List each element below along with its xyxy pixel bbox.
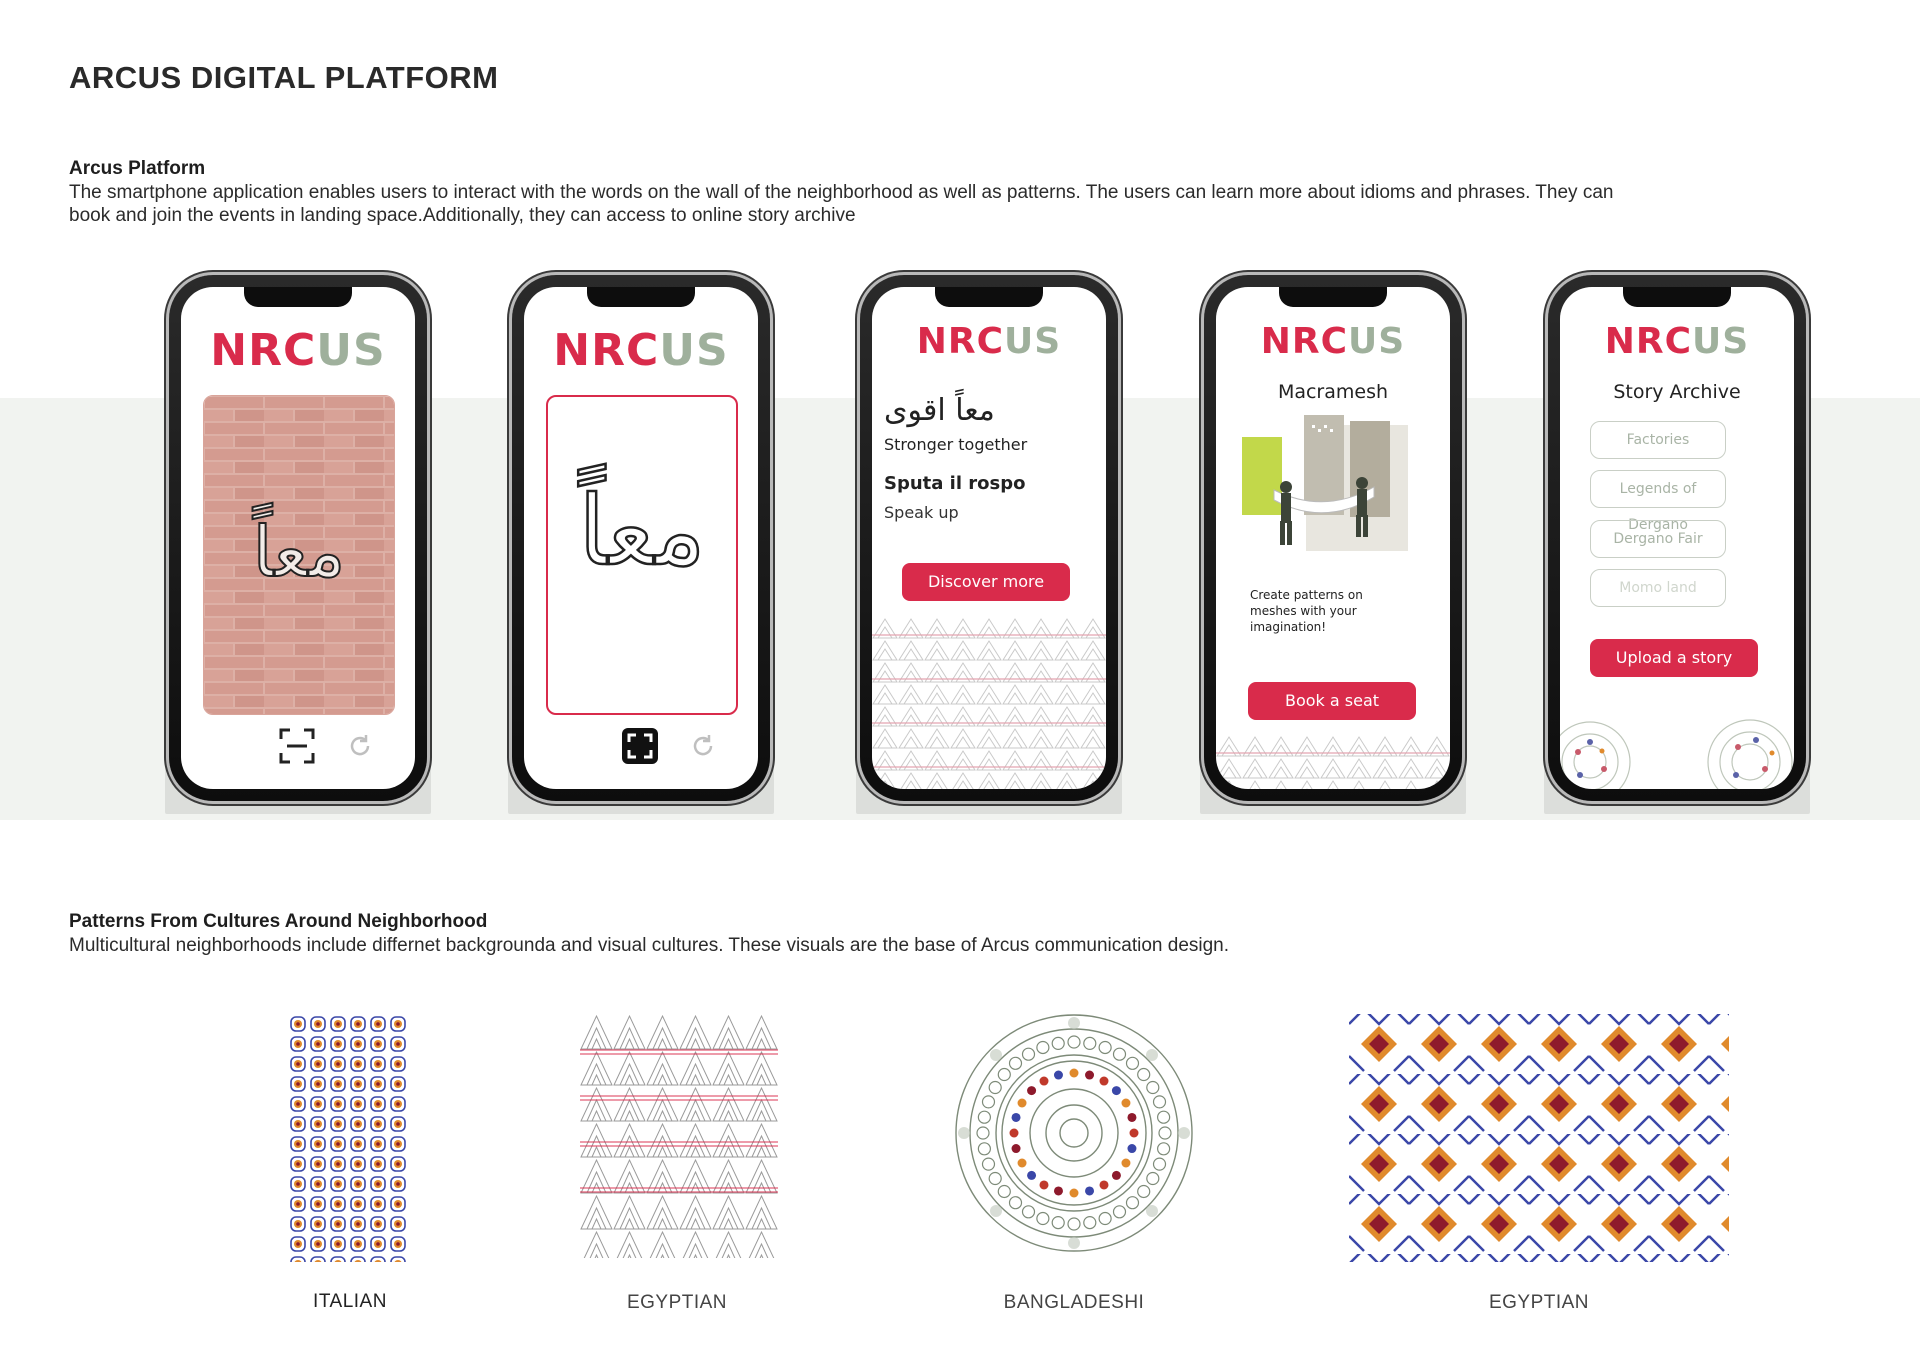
platform-heading: Arcus Platform [69, 158, 206, 179]
archive-item-legends[interactable]: Legends of Dergano [1590, 470, 1726, 508]
arcus-logo: NRCUS [1260, 321, 1406, 362]
archive-title: Story Archive [1613, 381, 1741, 403]
phone-story-archive [1548, 275, 1806, 801]
phone-macramesh [1204, 275, 1462, 801]
scan-icon[interactable] [622, 728, 658, 764]
macramesh-illustration [1234, 415, 1414, 565]
italian-phrase: Sputa il rospo [884, 473, 1026, 494]
bangladeshi-pattern-footer [1560, 707, 1794, 789]
archive-item-factories[interactable]: Factories [1590, 421, 1726, 459]
scan-frame[interactable] [546, 395, 738, 715]
scan-icon[interactable] [279, 728, 315, 764]
phone-notch [587, 287, 695, 307]
patterns-description: Multicultural neighborhoods include differnet backgrounda and visual cultures. These visuals are the base of Arcus communication design. [69, 935, 1230, 956]
phone-notch [1279, 287, 1387, 307]
phone-notch [244, 287, 352, 307]
phone-notch [935, 287, 1043, 307]
archive-item-fair[interactable]: Dergano Fair [1590, 520, 1726, 558]
phone-screen [181, 287, 415, 789]
arcus-logo: NRCUS [916, 321, 1062, 362]
platform-description-line1: The smartphone application enables users to interact with the words on the wall of the neighborhood as well as patterns. The users can learn more about idioms and phrases. They can [69, 182, 1614, 203]
arcus-logo: NRCUS [553, 325, 729, 376]
pattern-label-bangladeshi: BANGLADESHI [1003, 1292, 1145, 1313]
discover-more-button[interactable]: Discover more [902, 563, 1070, 601]
phone-screen [524, 287, 758, 789]
book-a-seat-button[interactable]: Book a seat [1248, 682, 1416, 720]
arabic-word-overlay: معاً [252, 511, 346, 593]
phone-ar-scan [169, 275, 427, 801]
phone-screen [1216, 287, 1450, 789]
italian-phrase-translation: Speak up [884, 503, 959, 522]
upload-story-button[interactable]: Upload a story [1590, 639, 1758, 677]
patterns-heading: Patterns From Cultures Around Neighborhood [69, 911, 488, 932]
italian-pattern [288, 1014, 408, 1262]
phone-notch [1623, 287, 1731, 307]
phone-screen [872, 287, 1106, 789]
phone-idioms [860, 275, 1118, 801]
arcus-logo: NRCUS [210, 325, 386, 376]
event-title: Macramesh [1277, 381, 1389, 403]
phone-screen [1560, 287, 1794, 789]
pattern-label-egyptian-2: EGYPTIAN [1488, 1292, 1590, 1313]
egyptian-pattern-footer [872, 617, 1106, 789]
egyptian-triangle-pattern [580, 1014, 778, 1258]
phone-word-detected [512, 275, 770, 801]
arabic-phrase-translation: Stronger together [884, 435, 1028, 454]
egyptian-pattern-footer [1216, 735, 1450, 789]
refresh-icon[interactable] [690, 733, 716, 759]
arabic-word-detected: معاً [578, 475, 706, 587]
page-title: ARCUS DIGITAL PLATFORM [69, 60, 499, 95]
pattern-label-egyptian-1: EGYPTIAN [626, 1292, 728, 1313]
pattern-label-italian: ITALIAN [313, 1291, 387, 1312]
arabic-phrase: معاً اقوى [884, 393, 995, 428]
refresh-icon[interactable] [347, 733, 373, 759]
platform-description-line2: book and join the events in landing space.Additionally, they can access to online story archive [69, 205, 856, 226]
event-caption: Create patterns on meshes with your imagination! [1250, 588, 1363, 634]
egyptian-diamond-pattern [1349, 1014, 1729, 1262]
bangladeshi-mandala-pattern [952, 1011, 1196, 1255]
archive-item-momo-land[interactable]: Momo land [1590, 569, 1726, 607]
arcus-logo: NRCUS [1604, 321, 1750, 362]
camera-view-brick-wall[interactable] [203, 395, 395, 715]
